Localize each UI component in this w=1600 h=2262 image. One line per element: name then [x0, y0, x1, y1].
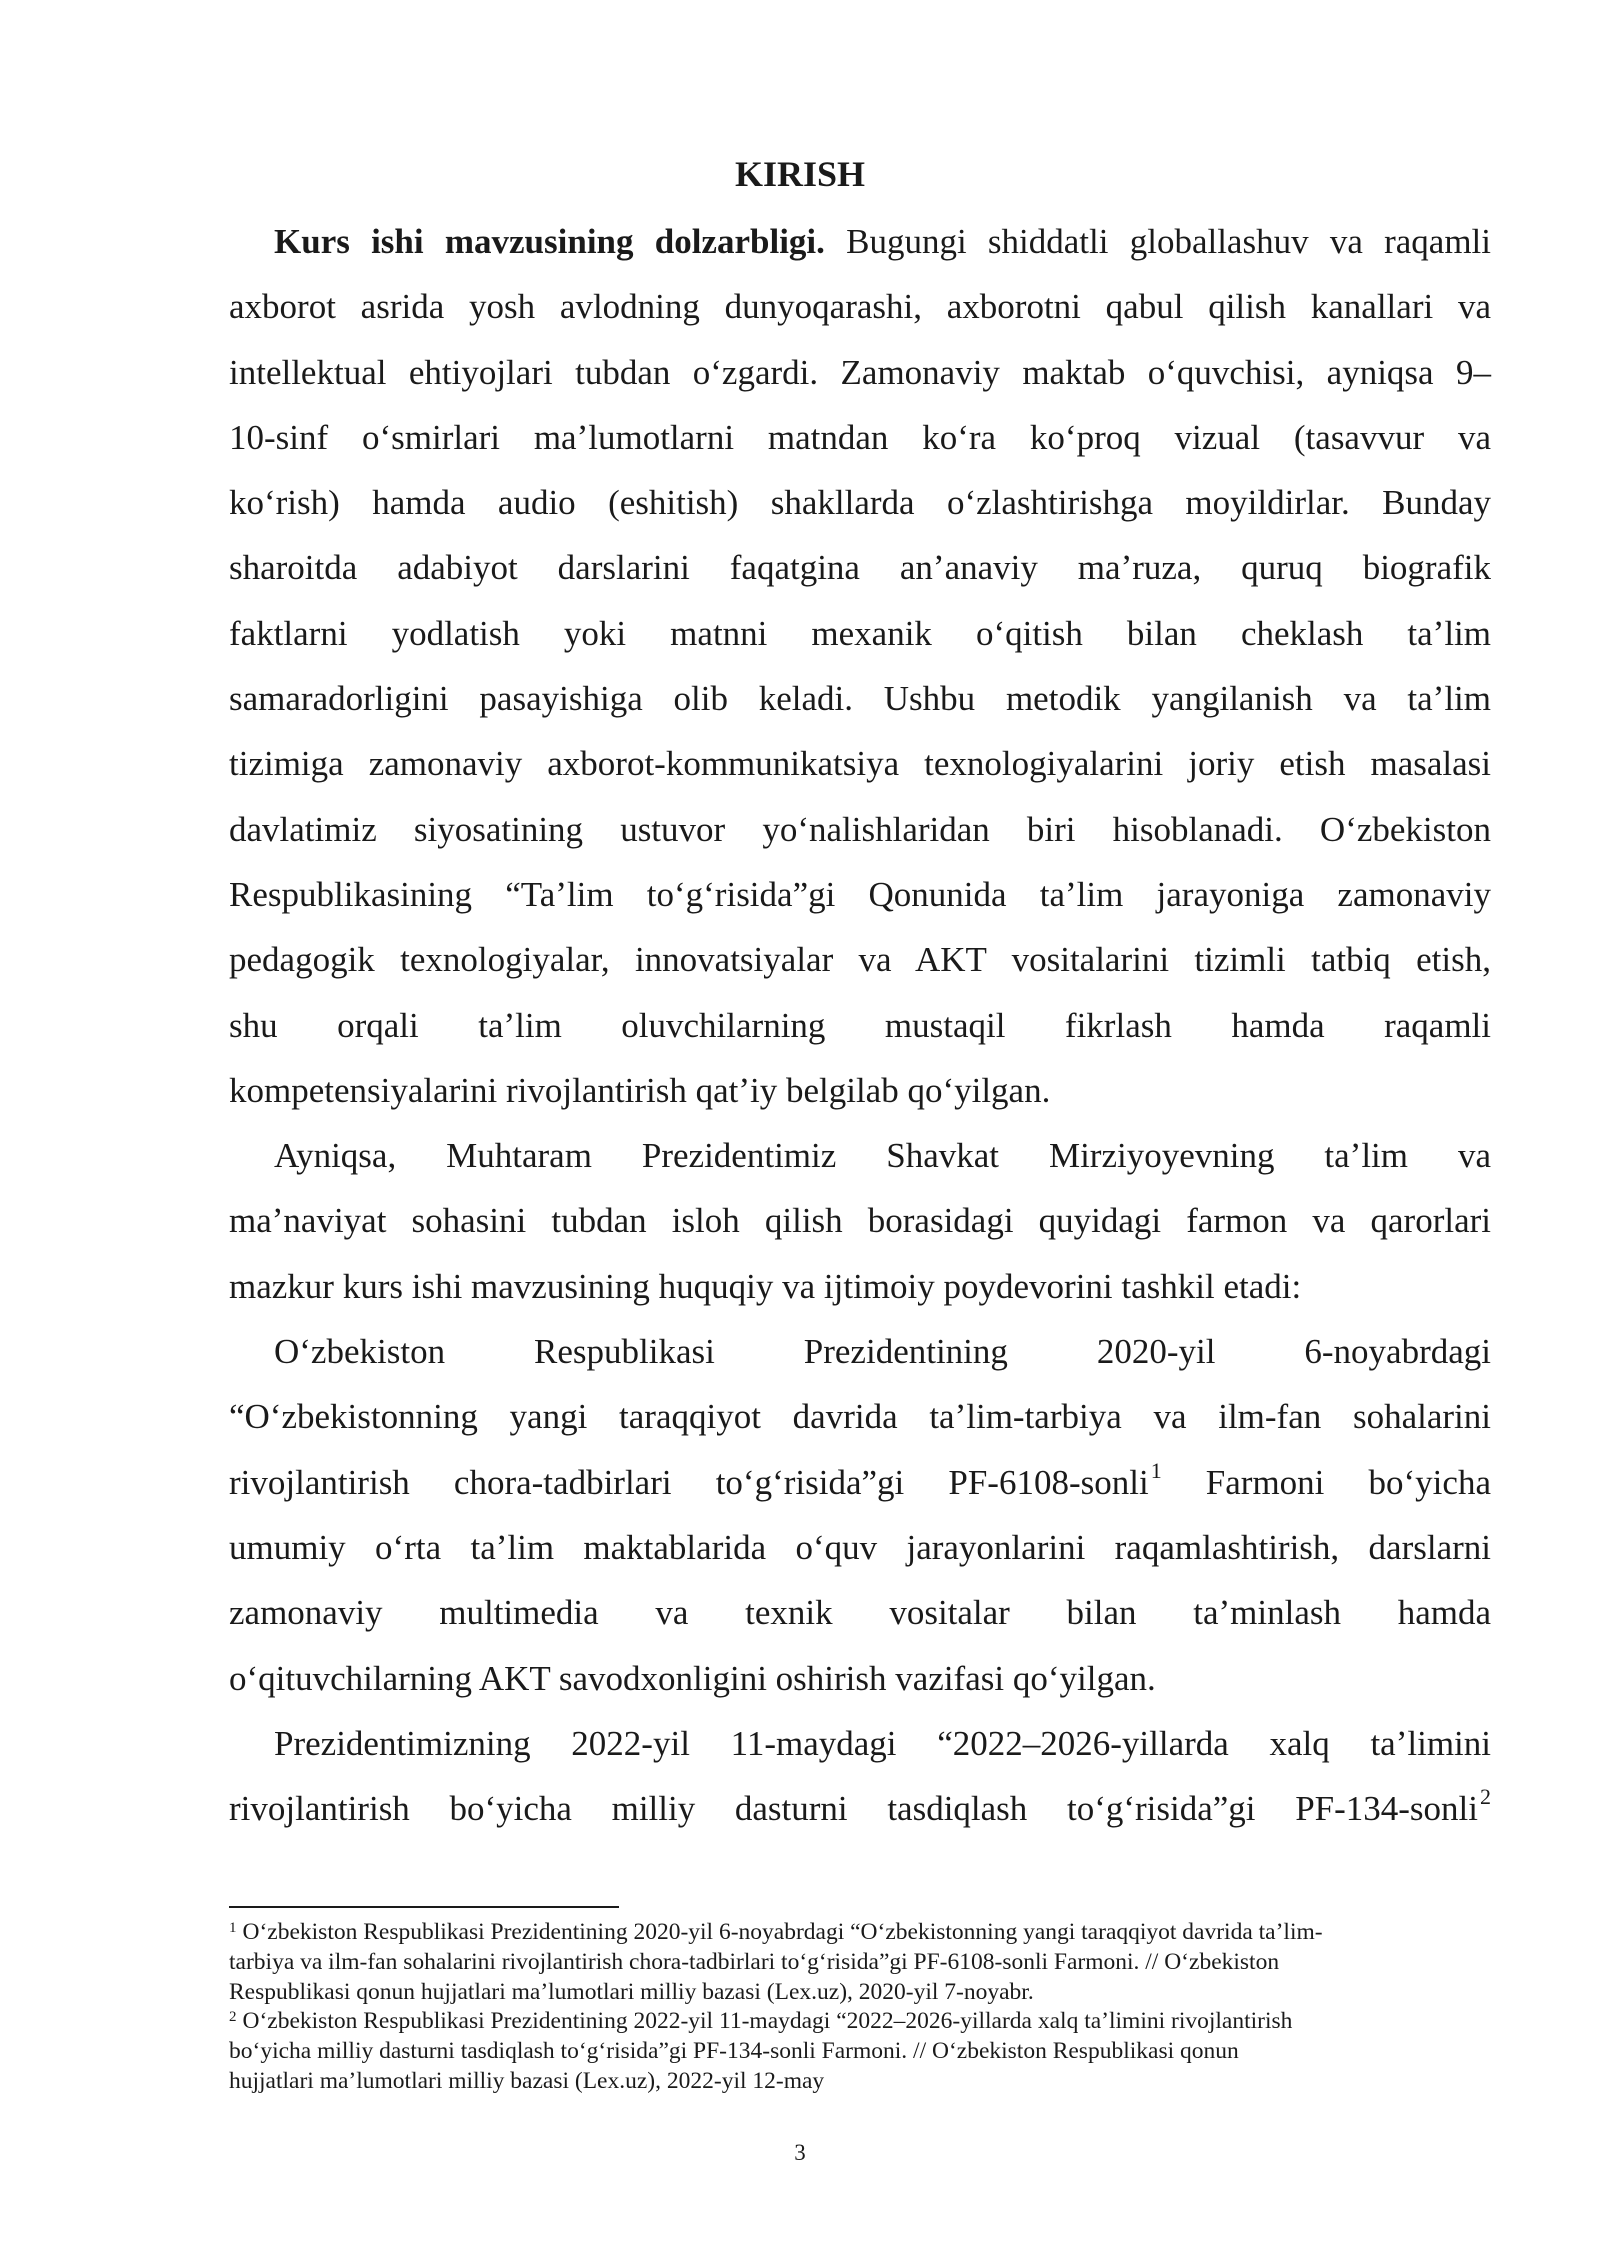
body-line: Respublikasining “Taʼlim toʻgʻrisida”gi Qonunida taʼlim jarayoniga zamonaviy: [229, 874, 1491, 914]
body-line: umumiy oʻrta taʼlim maktablarida oʻquv jarayonlarini raqamlashtirish, darslarni: [229, 1527, 1491, 1567]
body-line: maʼnaviyat sohasini tubdan isloh qilish borasidagi quyidagi farmon va qarorlari: [229, 1201, 1491, 1241]
body-line: Kurs ishi mavzusining dolzarbligi. Bugungi shiddatli globallashuv va raqamli: [274, 222, 1491, 261]
body-line: davlatimiz siyosatining ustuvor yoʻnalishlaridan biri hisoblanadi. Oʻzbekiston: [229, 809, 1491, 849]
footnote-line: hujjatlari maʼlumotlari milliy bazasi (Lex.uz), 2022-yil 12-may: [229, 2067, 825, 2094]
body-line: Oʻzbekiston Respublikasi Prezidentining 2020-yil 6-noyabrdagi: [274, 1332, 1491, 1372]
footnote-reference[interactable]: 2: [1480, 1784, 1491, 1810]
body-line: samaradorligini pasayishiga olib keladi. Ushbu metodik yangilanish va taʼlim: [229, 679, 1491, 719]
body-text: [229, 209, 1491, 1841]
body-line: faktlarni yodlatish yoki matnni mexanik oʻqitish bilan cheklash taʼlim: [229, 613, 1491, 653]
body-line: rivojlantirish boʻyicha milliy dasturni tasdiqlash toʻgʻrisida”gi PF-134-sonli$^2$: [229, 1784, 1491, 1829]
body-line: kompetensiyalarini rivojlantirish qatʼiy belgilab qoʻyilgan.: [229, 1070, 1051, 1110]
footnote-separator: [229, 1906, 619, 1908]
body-line: koʻrish) hamda audio (eshitish) shakllarda oʻzlashtirishga moyildirlar. Bunday: [229, 483, 1491, 523]
body-line: mazkur kurs ishi mavzusining huquqiy va ijtimoiy poydevorini tashkil etadi:: [229, 1266, 1302, 1306]
footnote-line: Respublikasi qonun hujjatlari maʼlumotlari milliy bazasi (Lex.uz), 2020-yil 7-noyabr.: [229, 1978, 1034, 2005]
body-line: oʻqituvchilarning AKT savodxonligini oshirish vazifasi qoʻyilgan.: [229, 1658, 1156, 1698]
body-line: zamonaviy multimedia va texnik vositalar bilan taʼminlash hamda: [229, 1593, 1491, 1633]
body-line: sharoitda adabiyot darslarini faqatgina anʼanaviy maʼruza, quruq biografik: [229, 548, 1491, 588]
footnote-mark: 2: [229, 2009, 237, 2026]
footnote-line: boʻyicha milliy dasturni tasdiqlash toʻgʻrisida”gi PF-134-sonli Farmoni. // Oʻzbekiston Respublikasi qonun: [229, 2038, 1239, 2065]
body-line: Prezidentimizning 2022-yil 11-maydagi “2022–2026-yillarda xalq taʼlimini: [274, 1723, 1491, 1763]
footnote-line: $^2$ Oʻzbekiston Respublikasi Prezidentining 2022-yil 11-maydagi “2022–2026-yillarda xalq taʼlimini rivojlantirish: [229, 2008, 1293, 2035]
footnote-line: $^1$ Oʻzbekiston Respublikasi Prezidentining 2020-yil 6-noyabrdagi “Oʻzbekistonning yangi taraqqiyot davrida taʼlim-: [229, 1919, 1323, 1945]
body-line: shu orqali taʼlim oluvchilarning mustaqil fikrlash hamda raqamli: [229, 1005, 1491, 1045]
body-line: tizimiga zamonaviy axborot-kommunikatsiya texnologiyalarini joriy etish masalasi: [229, 744, 1491, 784]
paragraph-lead: Kurs ishi mavzusining dolzarbligi.: [274, 222, 825, 261]
body-line: rivojlantirish chora-tadbirlari toʻgʻrisida”gi PF-6108-sonli$^1$ Farmoni boʻyicha: [229, 1457, 1491, 1502]
body-line: “Oʻzbekistonning yangi taraqqiyot davrida taʼlim-tarbiya va ilm-fan sohalarini: [229, 1397, 1491, 1437]
body-line: Ayniqsa, Muhtaram Prezidentimiz Shavkat Mirziyoyevning taʼlim va: [274, 1136, 1491, 1176]
footnote-line: tarbiya va ilm-fan sohalarini rivojlantirish chora-tadbirlari toʻgʻrisida”gi PF-6108-sonli Farmoni. // Oʻzbekiston: [229, 1948, 1280, 1975]
page-number: 3: [794, 2140, 806, 2165]
body-line: 10-sinf oʻsmirlari maʼlumotlarni matndan koʻra koʻproq vizual (tasavvur va: [229, 417, 1491, 457]
footnote-reference[interactable]: 1: [1150, 1457, 1162, 1483]
footnote-mark: 1: [229, 1920, 237, 1936]
body-line: pedagogik texnologiyalar, innovatsiyalar va AKT vositalarini tizimli tatbiq etish,: [229, 940, 1491, 980]
body-line: intellektual ehtiyojlari tubdan oʻzgardi. Zamonaviy maktab oʻquvchisi, ayniqsa 9–: [229, 352, 1491, 392]
body-line: axborot asrida yosh avlodning dunyoqarashi, axborotni qabul qilish kanallari va: [229, 287, 1491, 327]
section-title: KIRISH: [734, 154, 866, 194]
footnotes: [229, 1918, 1491, 2097]
